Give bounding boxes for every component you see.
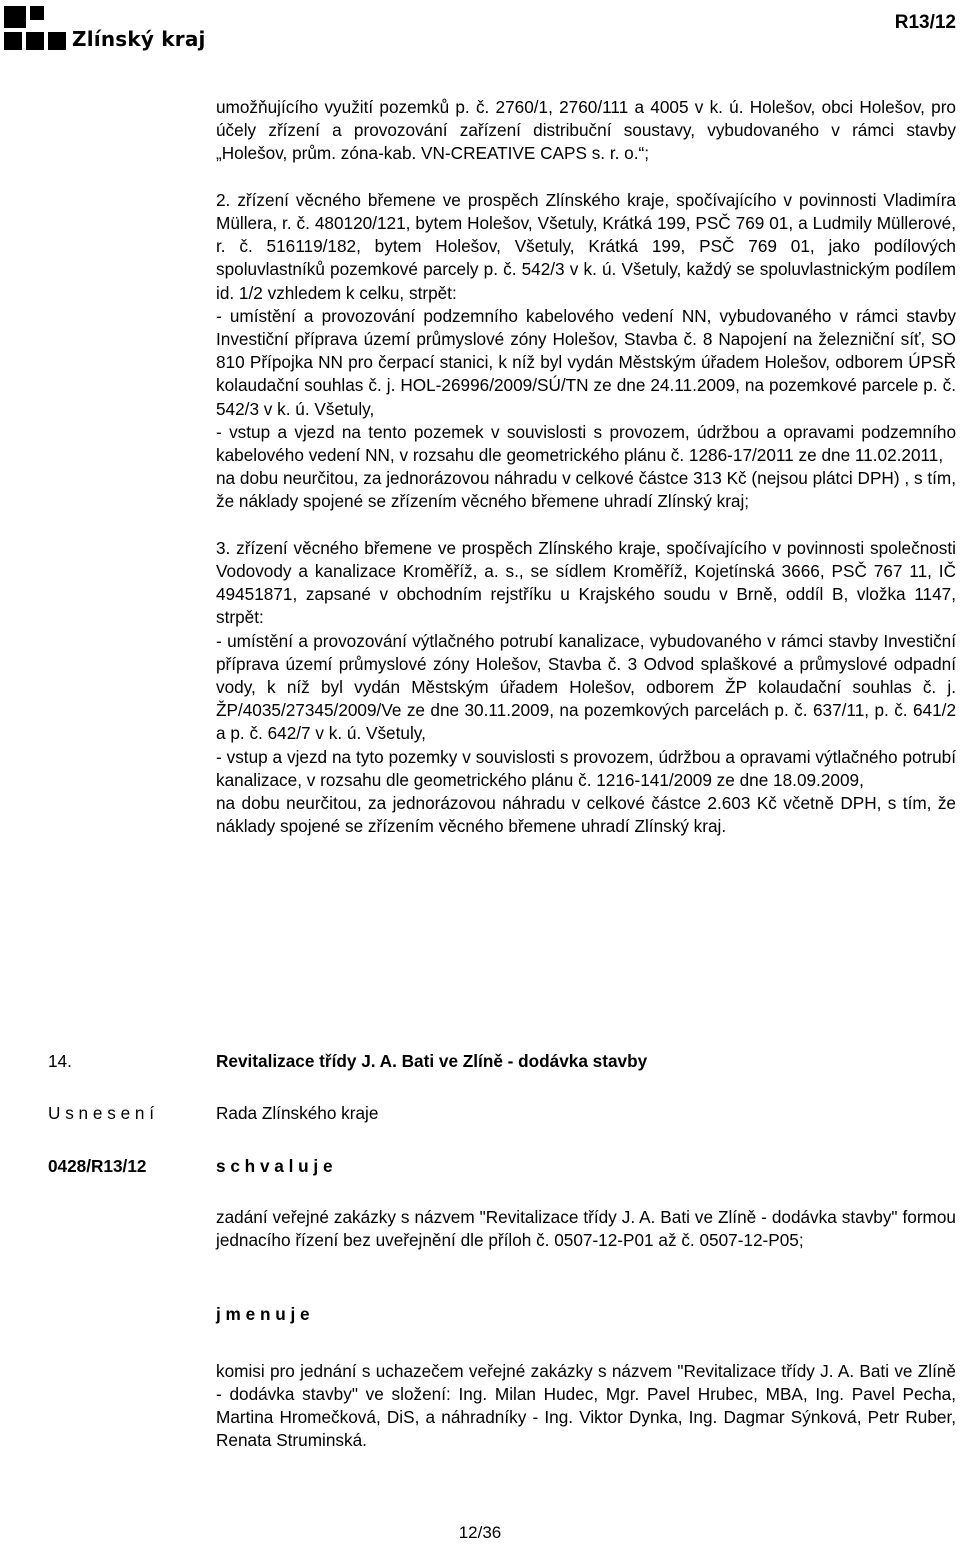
- page-number: 12/36: [458, 1523, 502, 1542]
- council-name: Rada Zlínského kraje: [216, 1103, 379, 1123]
- paragraph: 3. zřízení věcného břemene ve prospěch Zlínského kraje, spočívajícího v povinnosti společnosti Vodovody a kanalizace Kroměříž, a. s., se sídlem Kroměříž, Kojetínská 3666, PSČ 767 11, IČ 49451871, zapsané v obchodním rejstříku u Krajského soudu v Brně, oddíl B, vložka 1147, strpět:: [216, 537, 956, 628]
- approval-text: zadání veřejné zakázky s názvem "Revitalizace třídy J. A. Bati ve Zlíně - dodávka stavby" formou jednacího řízení bez uveřejnění dle příloh č. 0507-12-P01 až č. 0507-12-P05;: [216, 1207, 956, 1250]
- logo-text: Zlínský kraj: [72, 27, 206, 51]
- paragraph-gap: [216, 514, 956, 537]
- paragraph: - vstup a vjezd na tento pozemek v souvislosti s provozem, údržbou a opravami podzemního kabelového vedení NN, v rozsahu dle geometrického plánu č. 1286-17/2011 ze dne 11.02.2011,: [216, 421, 956, 466]
- verb-approves: s c h v a l u j e: [216, 1156, 333, 1176]
- paragraph: na dobu neurčitou, za jednorázovou náhradu v celkové částce 2.603 Kč včetně DPH, s tím, že náklady spojené se zřízením věcného břemene uhradí Zlínský kraj.: [216, 793, 956, 837]
- paragraph: umožňujícího využití pozemků p. č. 2760/1, 2760/111 a 4005 v k. ú. Holešov, obci Holešov, pro účely zřízení a provozování zařízení distribuční soustavy, vybudovaného v rámci stavby „Holešov, prům. zóna-kab. VN-CREATIVE CAPS s. r. o.“;: [216, 97, 956, 164]
- resolution-number: 0428/R13/12: [48, 1156, 147, 1176]
- zlinsky-kraj-logo: [4, 6, 206, 52]
- paragraph: 2. zřízení věcného břemene ve prospěch Zlínského kraje, spočívajícího v povinnosti Vladimíra Müllera, r. č. 480120/121, bytem Holešov, Všetuly, Krátká 199, PSČ 769 01, a Ludmily Müllerové, r. č. 516119/182, bytem Holešov, Všetuly, Krátká 199, PSČ 769 01, jako podílových spoluvlastníků pozemkové parcely p. č. 542/3 v k. ú. Všetuly, každý se spoluvlastnickým podílem id. 1/2 vzhledem k celku, strpět:: [216, 189, 956, 303]
- agenda-item-title: Revitalizace třídy J. A. Bati ve Zlíně - dodávka stavby: [216, 1051, 648, 1071]
- logo-squares-icon: [4, 6, 66, 52]
- document-number: R13/12: [894, 12, 956, 33]
- paragraph: - umístění a provozování výtlačného potrubí kanalizace, vybudovaného v rámci stavby Investiční příprava území průmyslové zóny Holešov, Stavba č. 3 Odvod splaškové a průmyslové odpadní vody, k níž byl vydán Městským úřadem Holešov, odborem ŽP kolaudační souhlas č. j. ŽP/4035/27345/2009/Ve ze dne 30.11.2009, na pozemkových parcelách p. č. 637/11, p. č. 641/2 a p. č. 642/7 v k. ú. Všetuly,: [216, 630, 956, 744]
- resolution-label: U s n e s e n í: [48, 1103, 155, 1123]
- page-header: [0, 0, 960, 70]
- document-body: [216, 96, 956, 838]
- paragraph-gap: [216, 166, 956, 189]
- agenda-item-number: 14.: [48, 1051, 72, 1071]
- paragraph: - umístění a provozování podzemního kabelového vedení NN, vybudovaného v rámci stavby Investiční příprava území průmyslové zóny Holešov, Stavba č. 8 Napojení na železniční síť, SO 810 Přípojka NN pro čerpací stanici, k níž byl vydán Městským úřadem Holešov, odborem ÚPSŘ kolaudační souhlas č. j. HOL-26996/2009/SÚ/TN ze dne 24.11.2009, na pozemkové parcele p. č. 542/3 v k. ú. Všetuly,: [216, 305, 956, 419]
- verb-appoints: j m e n u j e: [216, 1304, 310, 1324]
- paragraph: - vstup a vjezd na tyto pozemky v souvislosti s provozem, údržbou a opravami výtlačného potrubí kanalizace, v rozsahu dle geometrického plánu č. 1216-141/2009 ze dne 18.09.2009,: [216, 746, 956, 790]
- paragraph: na dobu neurčitou, za jednorázovou náhradu v celkové částce 313 Kč (nejsou plátci DPH) , s tím, že náklady spojené se zřízením věcného břemene uhradí Zlínský kraj;: [216, 468, 956, 512]
- appoint-text: komisi pro jednání s uchazečem veřejné zakázky s názvem "Revitalizace třídy J. A. Bati ve Zlíně - dodávka stavby" ve složení: Ing. Milan Hudec, Mgr. Pavel Hrubec, MBA, Ing. Pavel Pecha, Martina Hromečková, DiS, a náhradníky - Ing. Viktor Dynka, Ing. Dagmar Sýnková, Petr Ruber, Renata Struminská.: [216, 1361, 956, 1450]
